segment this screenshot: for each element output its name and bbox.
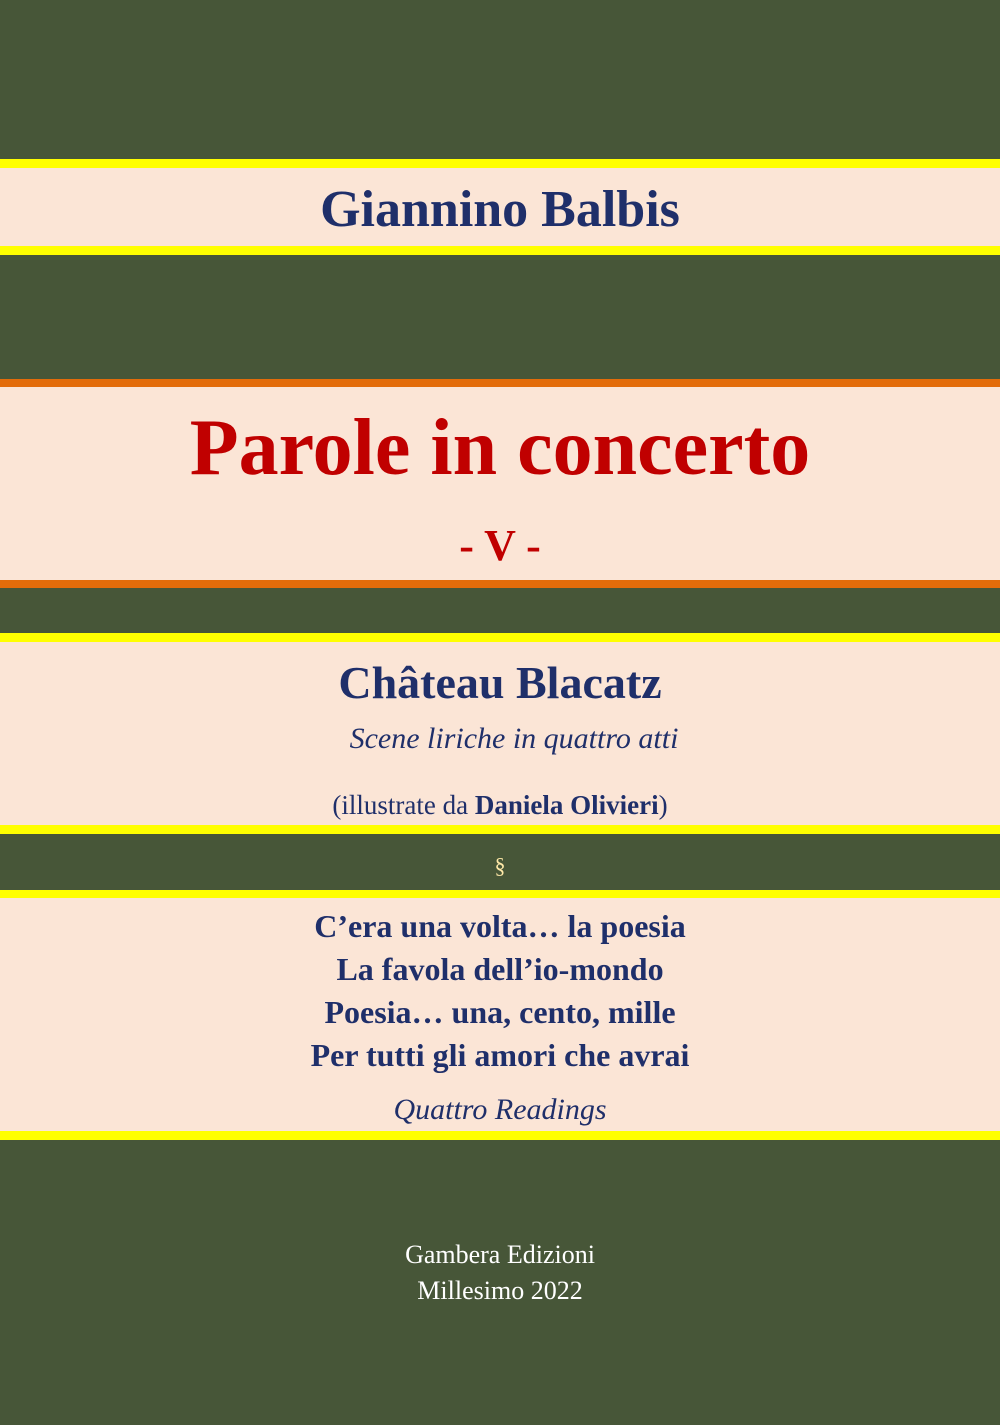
yellow-rule [0,633,1000,642]
section-separator: § [494,853,506,878]
volume-number: - V - [459,521,541,570]
yellow-rule [0,246,1000,255]
publication-place-year: Millesimo 2022 [417,1276,583,1305]
reading-title: Per tutti gli amori che avrai [310,1037,690,1073]
reading-title: La favola dell’io-mondo [336,951,664,987]
reading-title: C’era una volta… la poesia [314,908,686,944]
book-title: Parole in concerto [189,404,811,492]
work-title: Château Blacatz [338,657,662,708]
illustrator-credit [0,783,1000,827]
author-name: Giannino Balbis [320,181,680,238]
orange-rule [0,379,1000,387]
illustrator-prefix: (illustrate da [332,790,475,820]
illustrator-name: Daniela Olivieri [474,790,659,820]
reading-title: Poesia… una, cento, mille [324,994,676,1030]
yellow-rule [0,159,1000,168]
publisher-name: Gambera Edizioni [405,1240,595,1269]
illustrator-suffix: ) [658,790,668,820]
yellow-rule [0,1131,1000,1140]
orange-rule [0,580,1000,588]
work-subtitle: Scene liriche in quattro atti [349,722,679,755]
readings-subtitle: Quattro Readings [393,1093,607,1126]
